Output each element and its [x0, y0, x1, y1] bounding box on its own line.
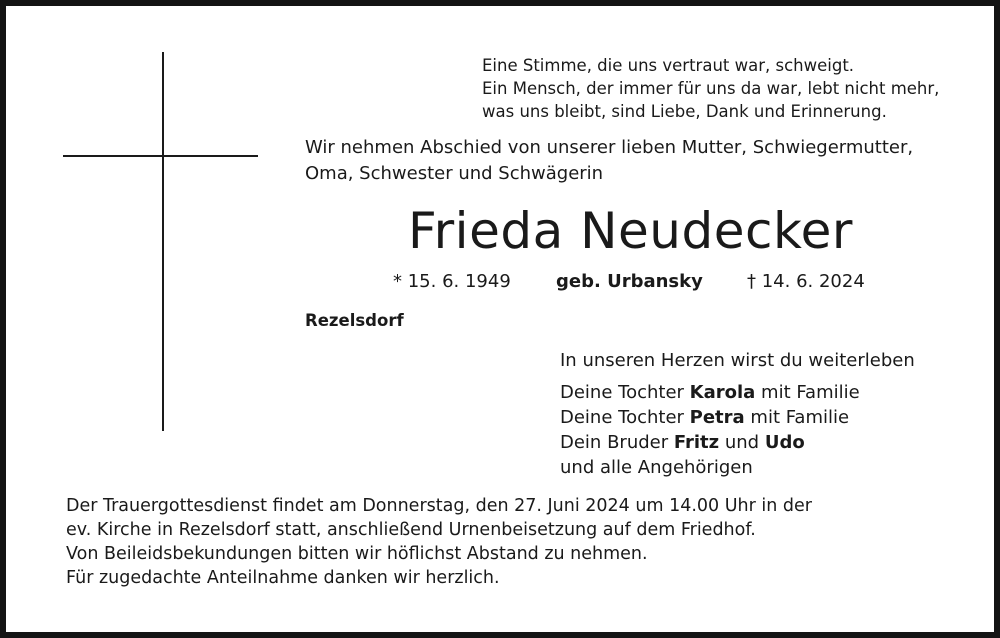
service-info	[66, 494, 812, 590]
intro-line: Wir nehmen Abschied von unserer lieben Mutter, Schwiegermutter,	[305, 137, 914, 158]
epitaph: In unseren Herzen wirst du weiterleben	[560, 350, 915, 371]
cross-icon-horizontal-bar	[63, 155, 258, 157]
mourner-line	[560, 380, 860, 405]
mourner-line	[560, 430, 860, 455]
farewell-intro	[305, 135, 913, 187]
service-line: Der Trauergottesdienst findet am Donnerstag, den 27. Juni 2024 um 14.00 Uhr in der	[66, 496, 812, 516]
cross-icon-vertical-bar	[162, 52, 164, 431]
birth-date: * 15. 6. 1949	[393, 271, 511, 292]
maiden-name: geb. Urbansky	[556, 271, 703, 292]
mourner-conjunction: und	[719, 432, 765, 453]
service-line: Für zugedachte Anteilnahme danken wir herzlich.	[66, 568, 500, 588]
mourner-suffix: mit Familie	[744, 407, 850, 428]
mourner-suffix: mit Familie	[755, 382, 860, 403]
poem-line: Ein Mensch, der immer für uns da war, lebt nicht mehr,	[482, 79, 940, 98]
mourner-name: Petra	[689, 407, 745, 428]
mourner-name: Fritz	[673, 432, 720, 453]
service-line: ev. Kirche in Rezelsdorf statt, anschließend Urnenbeisetzung auf dem Friedhof.	[66, 520, 756, 540]
poem	[482, 54, 939, 123]
intro-line: Oma, Schwester und Schwägerin	[305, 163, 604, 184]
hometown: Rezelsdorf	[305, 311, 404, 330]
mourner-relation: Deine Tochter	[560, 382, 690, 403]
mourner-relation: Dein Bruder	[560, 432, 674, 453]
mourner-line: und alle Angehörigen	[560, 457, 753, 478]
mourner-name: Karola	[689, 382, 756, 403]
poem-line: was uns bleibt, sind Liebe, Dank und Erinnerung.	[482, 102, 887, 121]
poem-line: Eine Stimme, die uns vertraut war, schweigt.	[482, 56, 855, 75]
mourner-name: Udo	[764, 432, 805, 453]
mourners-list	[560, 380, 860, 480]
death-date: † 14. 6. 2024	[747, 271, 865, 292]
mourner-relation: Deine Tochter	[560, 407, 690, 428]
mourner-line	[560, 405, 860, 430]
deceased-name: Frieda Neudecker	[408, 202, 853, 260]
service-line: Von Beileidsbekundungen bitten wir höflichst Abstand zu nehmen.	[66, 544, 648, 564]
